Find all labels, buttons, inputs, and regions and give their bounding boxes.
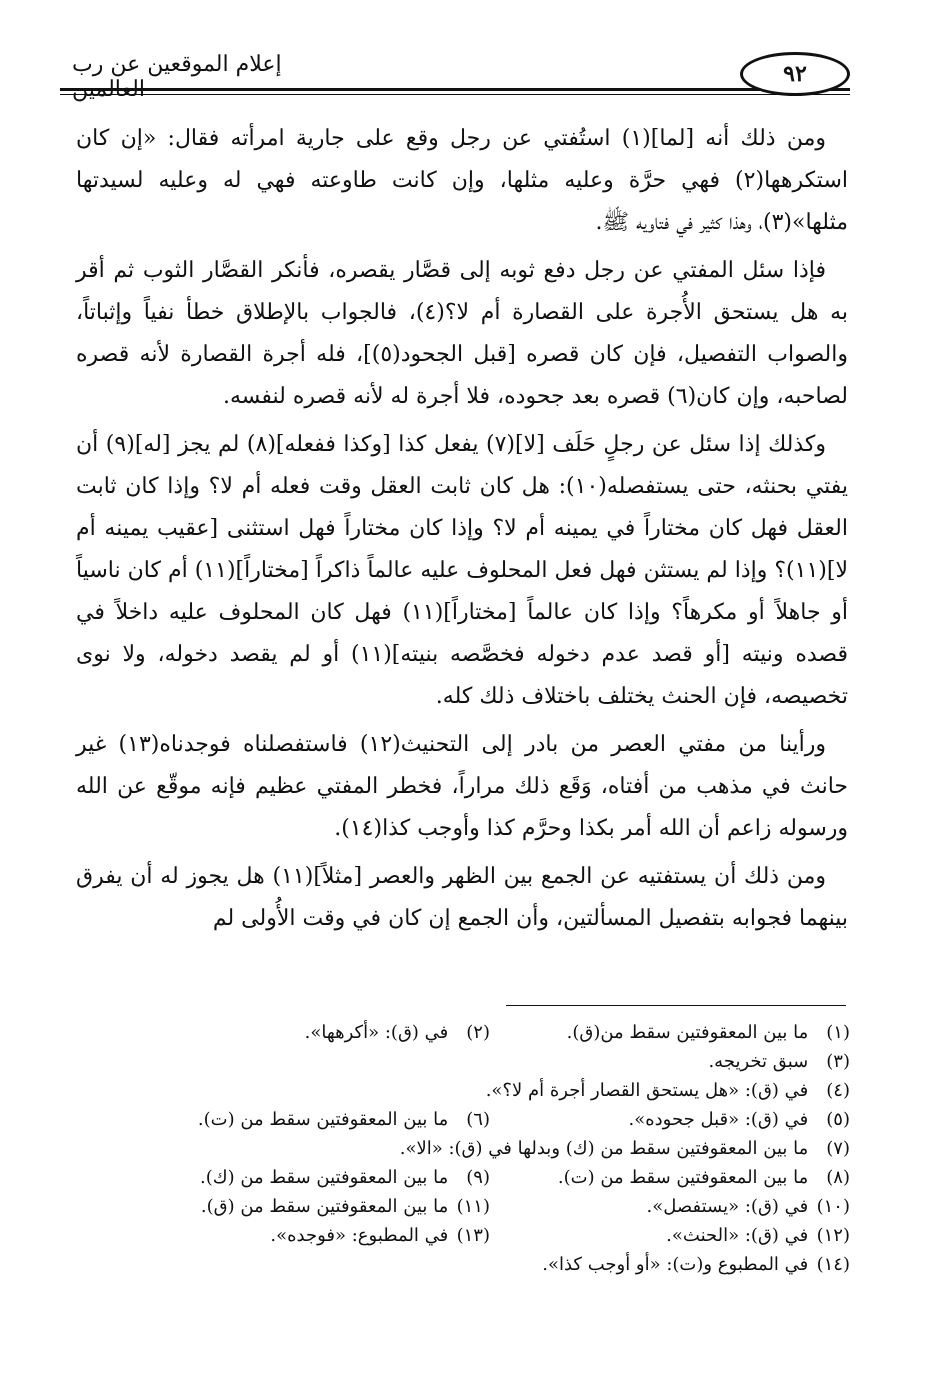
footnote-text: ما بين المعقوفتين سقط من (ك). (200, 1167, 449, 1188)
footnote (130, 1192, 490, 1221)
footnote (130, 1018, 490, 1047)
footnote-number: (٣) (826, 1051, 850, 1072)
footnote (130, 1221, 490, 1250)
paragraph: وكذلك إذا سئل عن رجلٍ حَلَف [لا](٧) يفعل كذا [وكذا ففعله](٨) لم يجز [له](٩) أن يفتي بحنثه، حتى يستفصله(١٠): هل كان ثابت العقل وقت فعله أم لا؟ وإذا كان ثابت العقل فهل كان مختاراً في يمينه أم لا؟ وإذا كان مختاراً فهل استثنى [عقيب يمينه أم لا](١١)؟ وإذا لم يستثن فهل فعل المحلوف عليه عالماً ذاكراً [مختاراً](١١) أم كان ناسياً أو جاهلاً أو مكرهاً؟ وإذا كان عالماً [مختاراً](١١) فهل كان المحلوف عليه داخلاً في قصده ونيته [أو قصد عدم دخوله فخصَّصه بنيته](١١) أو لم يقصد دخوله، ولا نوى تخصيصه، فإن الحنث يختلف باختلاف ذلك كله. (76, 432, 849, 709)
footnote-text: ما بين المعقوفتين سقط من (ت). (197, 1109, 449, 1130)
header-rule-thick (60, 88, 850, 91)
footnote (130, 1076, 850, 1105)
header-rule-thin (60, 94, 850, 95)
footnote-text: في (ق): «يستفصل». (646, 1196, 809, 1217)
footnote-text: ما بين المعقوفتين سقط من (ك) وبدلها في (ق): «الا». (399, 1138, 809, 1159)
footnotes (130, 1018, 850, 1279)
footnote-text: سبق تخريجه. (708, 1051, 809, 1072)
footnote-number: (١) (826, 1022, 850, 1043)
footnote-text: ما بين المعقوفتين سقط من (ت). (557, 1167, 809, 1188)
footnote-text: ما بين المعقوفتين سقط من (ق). (200, 1196, 449, 1217)
paragraph: ورأينا من مفتي العصر من بادر إلى التحنيث(١٢) فاستفصلناه فوجدناه(١٣) غير حانث في مذهب من أفتاه، وَقَع ذلك مراراً، فخطر المفتي عظيم فإنه موقّع عن الله ورسوله زاعم أن الله أمر بكذا وحرَّم كذا وأوجب كذا(١٤). (76, 732, 848, 841)
footnote-text: ما بين المعقوفتين سقط من(ق). (566, 1022, 809, 1043)
footnote (130, 1163, 490, 1192)
footnote-number: (١٤) (816, 1254, 850, 1275)
footnote (490, 1221, 850, 1250)
main-text (76, 118, 848, 946)
footnote-text: في المطبوع: «فوجده». (270, 1225, 449, 1246)
footnote-number: (٨) (826, 1167, 850, 1188)
footnote-number: (١١) (456, 1196, 490, 1217)
footnote (490, 1192, 850, 1221)
footnote (130, 1250, 850, 1279)
footnote-number: (١٢) (816, 1225, 850, 1246)
footnote-text: في (ق): «هل يستحق القصار أجرة أم لا؟». (485, 1080, 809, 1101)
footnote-number: (٧) (826, 1138, 850, 1159)
page-header (60, 52, 850, 112)
footnote-number: (١٣) (456, 1225, 490, 1246)
page-number: ٩٢ (740, 52, 850, 96)
running-title: إعلام الموقعين عن رب العالمين (72, 52, 282, 102)
footnote (490, 1105, 850, 1134)
footnote-text: في (ق): «أكرهها». (304, 1022, 449, 1043)
footnote-number: (٥) (826, 1109, 850, 1130)
footnote-text: في (ق): «قبل جحوده». (628, 1109, 809, 1130)
footnote-number: (٢) (466, 1022, 490, 1043)
footnote (130, 1047, 850, 1076)
footnote (490, 1163, 850, 1192)
footnote-separator (506, 1005, 846, 1006)
footnote-number: (٦) (466, 1109, 490, 1130)
footnote-number: (٤) (826, 1080, 850, 1101)
footnote (490, 1018, 850, 1047)
footnote (130, 1134, 850, 1163)
footnote-text: في (ق): «الحنث». (666, 1225, 809, 1246)
paragraph: ومن ذلك أن يستفتيه عن الجمع بين الظهر والعصر [مثلاً](١١) هل يجوز له أن يفرق بينهما فجوابه بتفصيل المسألتين، وأن الجمع إن كان في وقت الأُولى لم (76, 864, 848, 931)
footnote-number: (١٠) (816, 1196, 850, 1217)
footnote-text: في المطبوع و(ت): «أو أوجب كذا». (542, 1254, 809, 1275)
paragraph: فإذا سئل المفتي عن رجل دفع ثوبه إلى قصَّار يقصره، فأنكر القصَّار الثوب ثم أقر به هل يستحق الأُجرة على القصارة أم لا؟(٤)، فالجواب بالإطلاق خطأ نفياً وإثباتاً، والصواب التفصيل، فإن كان قصره [قبل الجحود(٥)]، فله أجرة القصارة لأنه قصره لصاحبه، وإن كان(٦) قصره بعد جحوده، فلا أجرة له لأنه قصره لنفسه. (76, 258, 848, 409)
footnote (130, 1105, 490, 1134)
footnote-number: (٩) (466, 1167, 490, 1188)
paragraph: ومن ذلك أنه [لما](١) استُفتي عن رجل وقع على جارية امرأته فقال: «إن كان استكرهها(٢) فهي حرَّة وعليه مثلها، وإن كانت طاوعته فهي له وعليه لسيدتها مثلها»(٣)، وهذا كثير في فتاويه ﷺ. (76, 126, 848, 235)
